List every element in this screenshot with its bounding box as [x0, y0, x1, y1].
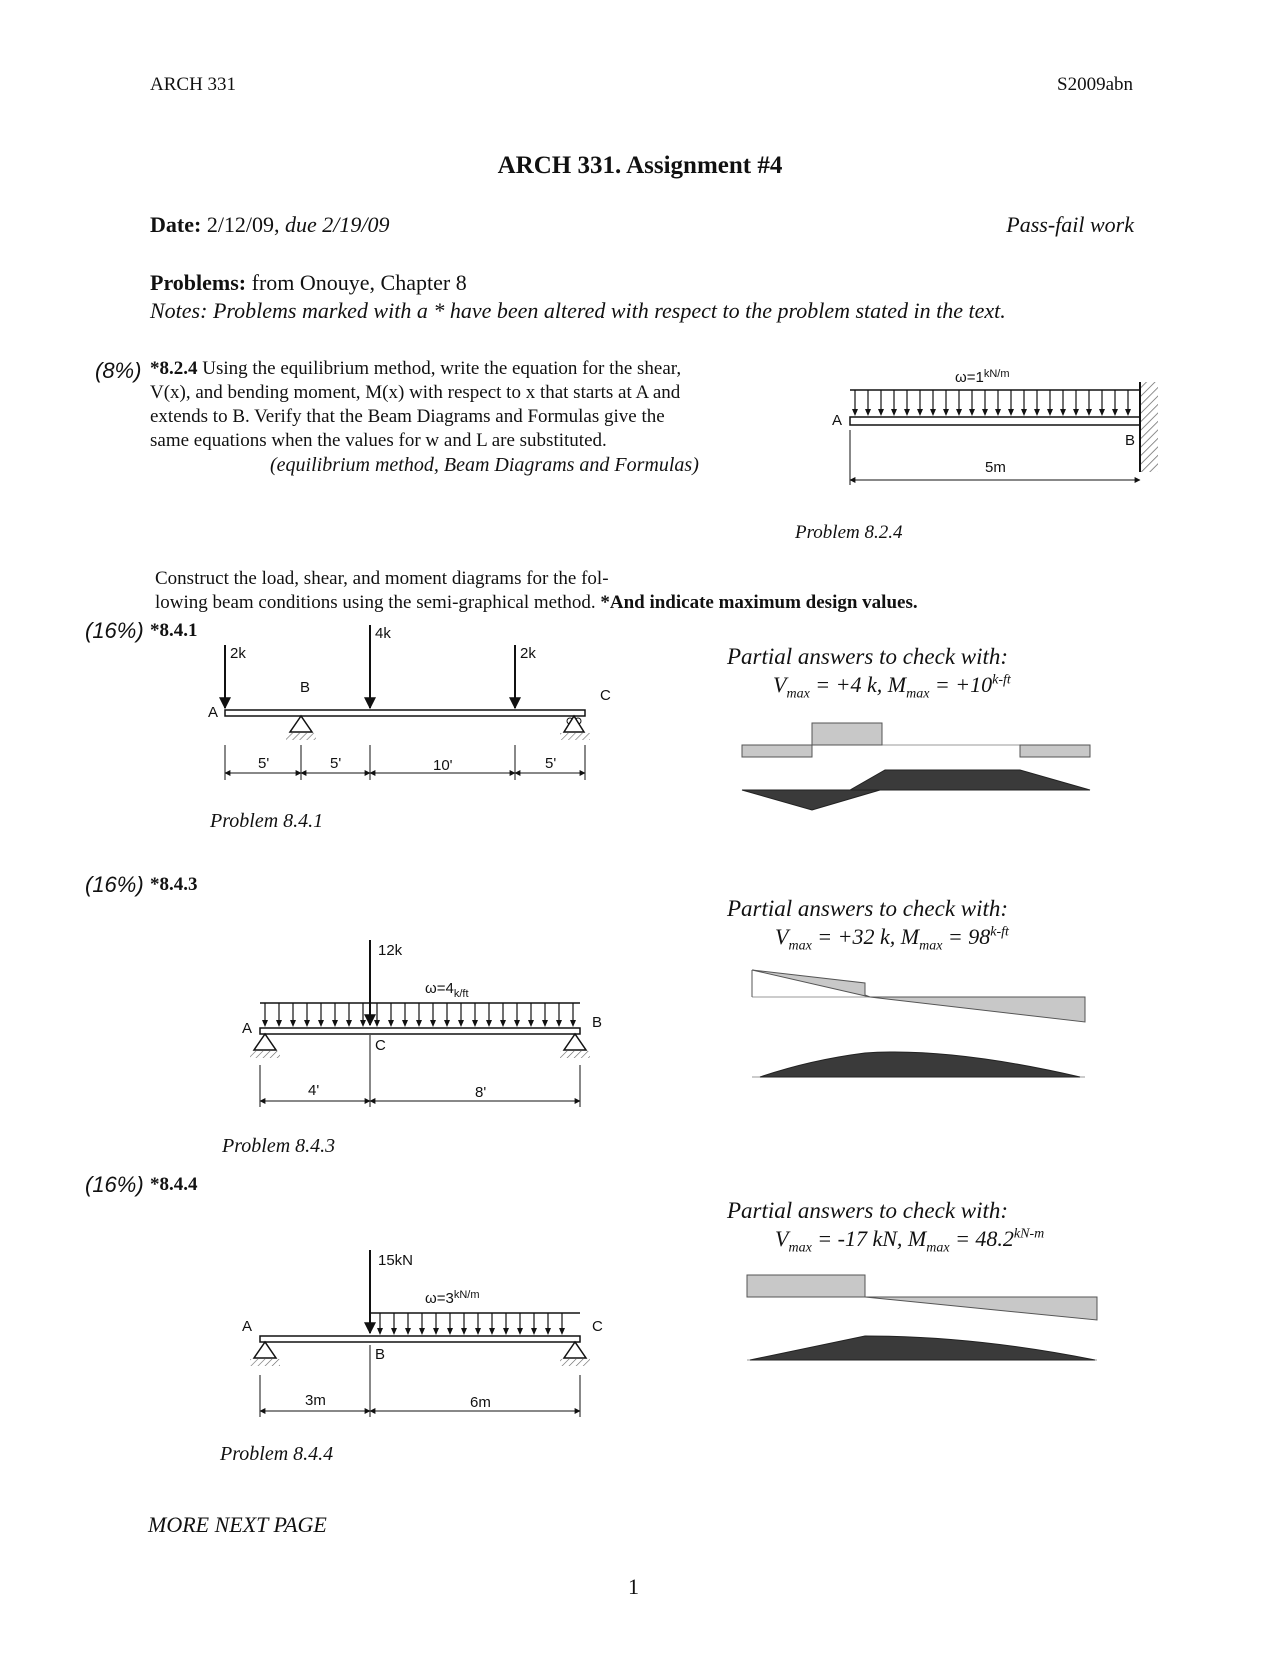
problem-824-line4: same equations when the values for w and L are substituted. [150, 430, 607, 451]
answer-841-values: $V_{max} = +4$ k, $M_{max} = +10^{k-ft}$ [773, 672, 1011, 702]
load-arrowhead [852, 409, 858, 416]
figure-843 [230, 935, 630, 1115]
dim-843-1: 4' [308, 1082, 320, 1099]
shear-843-negative [870, 997, 1085, 1022]
weight-841: (16%) [85, 618, 144, 643]
beam-843 [260, 1028, 580, 1034]
header-code: S2009abn [1057, 74, 1133, 95]
load-arrowhead [1112, 409, 1118, 416]
dim-844-1: 3m [305, 1392, 326, 1409]
load-arrowhead [332, 1020, 338, 1027]
fixed-wall [1140, 382, 1158, 472]
problem-824-line1: Using the equilibrium method, write the equation for the shear, [202, 358, 682, 379]
load-arrowhead [290, 1020, 296, 1027]
point-load-844: 15kN [378, 1252, 414, 1269]
moment-841-positive [850, 770, 1090, 790]
beam-841 [225, 710, 585, 716]
load-arrowhead [556, 1020, 562, 1027]
load-arrowhead [461, 1328, 467, 1335]
weight-844: (16%) [85, 1172, 144, 1197]
load-arrowhead [374, 1020, 380, 1027]
weight-843: (16%) [85, 872, 144, 897]
load-arrowhead [904, 409, 910, 416]
load-arrowhead [1060, 409, 1066, 416]
load-arrowhead [1086, 409, 1092, 416]
section-instruction [155, 567, 918, 615]
problem-824-line3: extends to B. Verify that the Beam Diagrams and Formulas give the [150, 406, 665, 427]
dim-841-4: 5' [545, 755, 557, 772]
due-date: due 2/19/09 [285, 212, 390, 237]
dim-843-2: 8' [475, 1084, 487, 1101]
problem-824-number: *8.2.4 [150, 358, 198, 379]
figure-824 [820, 360, 1160, 500]
load-arrowhead [917, 409, 923, 416]
problems-label: Problems: [150, 270, 247, 295]
load-arrowhead [475, 1328, 481, 1335]
problem-843-number: *8.4.3 [150, 874, 198, 895]
problem-824-hint: (equilibrium method, Beam Diagrams and Formulas) [270, 454, 699, 476]
date-label: Date: [150, 212, 202, 237]
dim-844-2: 6m [470, 1394, 491, 1411]
load-arrowhead [930, 409, 936, 416]
answer-844-v: -17 kN, [837, 1226, 903, 1251]
moment-844 [750, 1336, 1095, 1360]
label-841-b: B [300, 679, 311, 696]
load-arrowhead [318, 1020, 324, 1027]
roller-support [564, 716, 584, 732]
answer-844-diagrams [745, 1270, 1105, 1380]
load-arrowhead [486, 1020, 492, 1027]
problems-line [150, 270, 467, 296]
caption-844: Problem 8.4.4 [220, 1443, 334, 1465]
pin-support [290, 716, 312, 732]
answer-844-heading: Partial answers to check with: [727, 1198, 1009, 1223]
load-arrowhead [472, 1020, 478, 1027]
label-844-c: C [592, 1318, 603, 1335]
load-arrowhead [969, 409, 975, 416]
shear-841-seg1 [742, 745, 812, 757]
shear-841-seg2 [812, 723, 882, 745]
load-arrowhead [346, 1020, 352, 1027]
load-841-b: 4k [375, 625, 391, 642]
load-arrowhead [1047, 409, 1053, 416]
answer-841-diagrams [740, 710, 1100, 830]
moment-841-negative [742, 790, 880, 810]
load-arrowhead [943, 409, 949, 416]
label-844-b: B [375, 1346, 386, 1363]
load-arrowhead [430, 1020, 436, 1027]
answer-841-m: +10 [955, 672, 993, 697]
load-arrowhead [391, 1328, 397, 1335]
answer-843-m: 98 [968, 924, 991, 949]
label-a: A [832, 412, 843, 429]
load-arrowhead [405, 1328, 411, 1335]
figure-844 [230, 1245, 630, 1425]
load-arrowhead [262, 1020, 268, 1027]
load-arrowhead [982, 409, 988, 416]
answer-843-v: +32 k, [837, 924, 896, 949]
load-arrowhead [419, 1328, 425, 1335]
load-arrowhead [458, 1020, 464, 1027]
load-arrowhead [304, 1020, 310, 1027]
load-arrowhead [517, 1328, 523, 1335]
load-arrowhead [570, 1020, 576, 1027]
beam-844 [260, 1336, 580, 1342]
section-line2-bold: *And indicate maximum design values. [600, 592, 918, 613]
caption-841: Problem 8.4.1 [210, 810, 324, 832]
load-arrowhead [1021, 409, 1027, 416]
problem-824-text [150, 357, 681, 453]
load-arrowhead [489, 1328, 495, 1335]
label-843-a: A [242, 1020, 253, 1037]
load-arrowhead [528, 1020, 534, 1027]
load-arrowhead [545, 1328, 551, 1335]
load-arrowhead [433, 1328, 439, 1335]
load-arrowhead [531, 1328, 537, 1335]
problems-source: from Onouye, Chapter 8 [251, 270, 467, 295]
load-arrowhead [416, 1020, 422, 1027]
more-next-page: MORE NEXT PAGE [148, 1512, 327, 1537]
dim-841-2: 5' [330, 755, 342, 772]
answer-843-heading: Partial answers to check with: [727, 896, 1009, 921]
answer-843-values: $V_{max} = +32$ k, $M_{max} = 98^{k-ft}$ [775, 924, 1009, 954]
answer-841-heading: Partial answers to check with: [727, 644, 1009, 669]
dim-841-1: 5' [258, 755, 270, 772]
load-arrowhead [995, 409, 1001, 416]
load-arrowhead [377, 1328, 383, 1335]
figure-841 [200, 620, 620, 790]
label-b: B [1125, 432, 1136, 449]
shear-843-positive [752, 970, 870, 997]
load-arrowhead [276, 1020, 282, 1027]
date-line [150, 212, 390, 238]
load-arrowhead [1073, 409, 1079, 416]
label-844-a: A [242, 1318, 253, 1335]
weight-824: (8%) [95, 358, 142, 383]
load-arrowhead [503, 1328, 509, 1335]
load-arrowhead [514, 1020, 520, 1027]
shear-844-positive [747, 1275, 865, 1297]
label-841-a: A [208, 704, 219, 721]
label-843-c: C [375, 1037, 386, 1054]
answer-843-diagrams [750, 965, 1090, 1085]
date-value: 2/12/09, [206, 212, 280, 237]
load-arrowhead [360, 1020, 366, 1027]
load-arrowhead [388, 1020, 394, 1027]
cantilever-beam [850, 417, 1140, 425]
section-line1: Construct the load, shear, and moment diagrams for the fol- [155, 568, 609, 589]
load-arrowhead [500, 1020, 506, 1027]
load-arrowhead [444, 1020, 450, 1027]
load-arrowhead [447, 1328, 453, 1335]
distributed-load-arrows [852, 390, 1131, 416]
caption-843: Problem 8.4.3 [222, 1135, 336, 1157]
problem-824-line2: V(x), and bending moment, M(x) with respect to x that starts at A and [150, 382, 681, 403]
load-arrowhead [878, 409, 884, 416]
grading-note: Pass-fail work [1006, 212, 1134, 237]
answer-841-v: +4 k, [835, 672, 883, 697]
dist-load-843: $\omega=4_{k/ft}$ [425, 980, 469, 1000]
load-arrowhead [956, 409, 962, 416]
load-841-c: 2k [520, 645, 536, 662]
span-label: 5m [985, 459, 1006, 476]
answer-844-values: $V_{max} = -17$ kN, $M_{max} = 48.2^{kN-m}$ [775, 1226, 1045, 1256]
load-arrowhead [1008, 409, 1014, 416]
problem-841-number: *8.4.1 [150, 620, 198, 641]
load-841-a: 2k [230, 645, 246, 662]
label-843-b: B [592, 1014, 603, 1031]
shear-844-negative [865, 1297, 1097, 1320]
load-arrowhead [542, 1020, 548, 1027]
load-label-824: $\omega=1^{kN/m}$ [955, 368, 1010, 386]
load-arrowhead [865, 409, 871, 416]
page-number: 1 [628, 1574, 639, 1599]
caption-824: Problem 8.2.4 [795, 522, 903, 543]
section-line2: lowing beam conditions using the semi-graphical method. [155, 592, 596, 613]
dist-load-844: $\omega=3^{kN/m}$ [425, 1289, 480, 1307]
shear-841-seg3 [1020, 745, 1090, 757]
load-arrowhead [1125, 409, 1131, 416]
answer-844-m: 48.2 [975, 1226, 1014, 1251]
moment-843 [760, 1052, 1080, 1077]
load-arrowhead [891, 409, 897, 416]
point-load-843: 12k [378, 942, 403, 959]
load-arrowhead [1099, 409, 1105, 416]
load-arrowhead [402, 1020, 408, 1027]
header-course: ARCH 331 [150, 74, 237, 95]
page-title: ARCH 331. Assignment #4 [497, 152, 783, 179]
load-arrowhead [1034, 409, 1040, 416]
load-arrowhead [559, 1328, 565, 1335]
problem-844-number: *8.4.4 [150, 1174, 198, 1195]
dim-841-3: 10' [433, 757, 453, 774]
label-841-c: C [600, 687, 611, 704]
notes-line: Notes: Problems marked with a * have been altered with respect to the problem stated in the text. [150, 298, 1006, 323]
